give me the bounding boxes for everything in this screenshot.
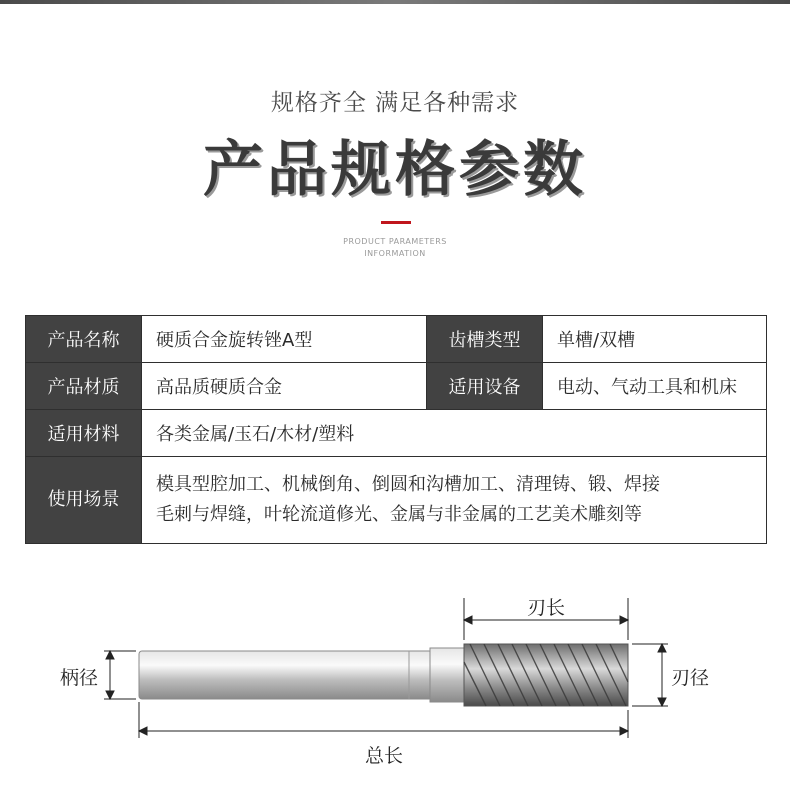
- spec-key-flute-type: 齿槽类型: [427, 316, 543, 363]
- spec-value-material: 高品质硬质合金: [142, 363, 427, 410]
- shank-diameter-dimension: [104, 651, 136, 699]
- spec-value-usage: [142, 457, 767, 544]
- table-row: [26, 363, 767, 410]
- spec-value-product-name: 硬质合金旋转锉A型: [142, 316, 427, 363]
- table-row: [26, 457, 767, 544]
- spec-table: [25, 315, 767, 544]
- spec-value-applicable-materials: 各类金属/玉石/木材/塑料: [142, 410, 767, 457]
- section-title: 产品规格参数: [203, 135, 587, 205]
- blade-length-label: 刃长: [526, 597, 566, 619]
- burr-neck: [430, 648, 465, 702]
- spec-key-product-name: 产品名称: [26, 316, 142, 363]
- accent-rule: [381, 221, 411, 224]
- overall-length-label: 总长: [364, 745, 404, 767]
- spec-value-equipment: 电动、气动工具和机床: [543, 363, 767, 410]
- spec-key-usage: 使用场景: [26, 457, 142, 544]
- spec-key-material: 产品材质: [26, 363, 142, 410]
- spec-key-equipment: 适用设备: [427, 363, 543, 410]
- top-decorative-band: [0, 0, 790, 4]
- blade-diameter-label: 刃径: [670, 667, 710, 689]
- spec-key-applicable-materials: 适用材料: [26, 410, 142, 457]
- shank-diameter-label: 柄径: [59, 667, 99, 689]
- burr-shank: [139, 651, 432, 699]
- burr-dimension-diagram: [0, 590, 790, 794]
- table-row: [26, 410, 767, 457]
- table-row: [26, 316, 767, 363]
- overall-length-dimension: [139, 702, 628, 738]
- english-caption: [0, 236, 790, 260]
- spec-value-flute-type: 单槽/双槽: [543, 316, 767, 363]
- usage-line-1: 模具型腔加工、机械倒角、倒圆和沟槽加工、清理铸、锻、焊接: [156, 474, 660, 495]
- blade-diameter-dimension: [632, 644, 668, 706]
- usage-line-2: 毛刺与焊缝，叶轮流道修光、金属与非金属的工艺美术雕刻等: [156, 504, 642, 525]
- section-subtitle: 规格齐全 满足各种需求: [270, 90, 520, 116]
- english-caption-line-1: PRODUCT PARAMETERS: [343, 237, 447, 246]
- english-caption-line-2: INFORMATION: [364, 249, 426, 258]
